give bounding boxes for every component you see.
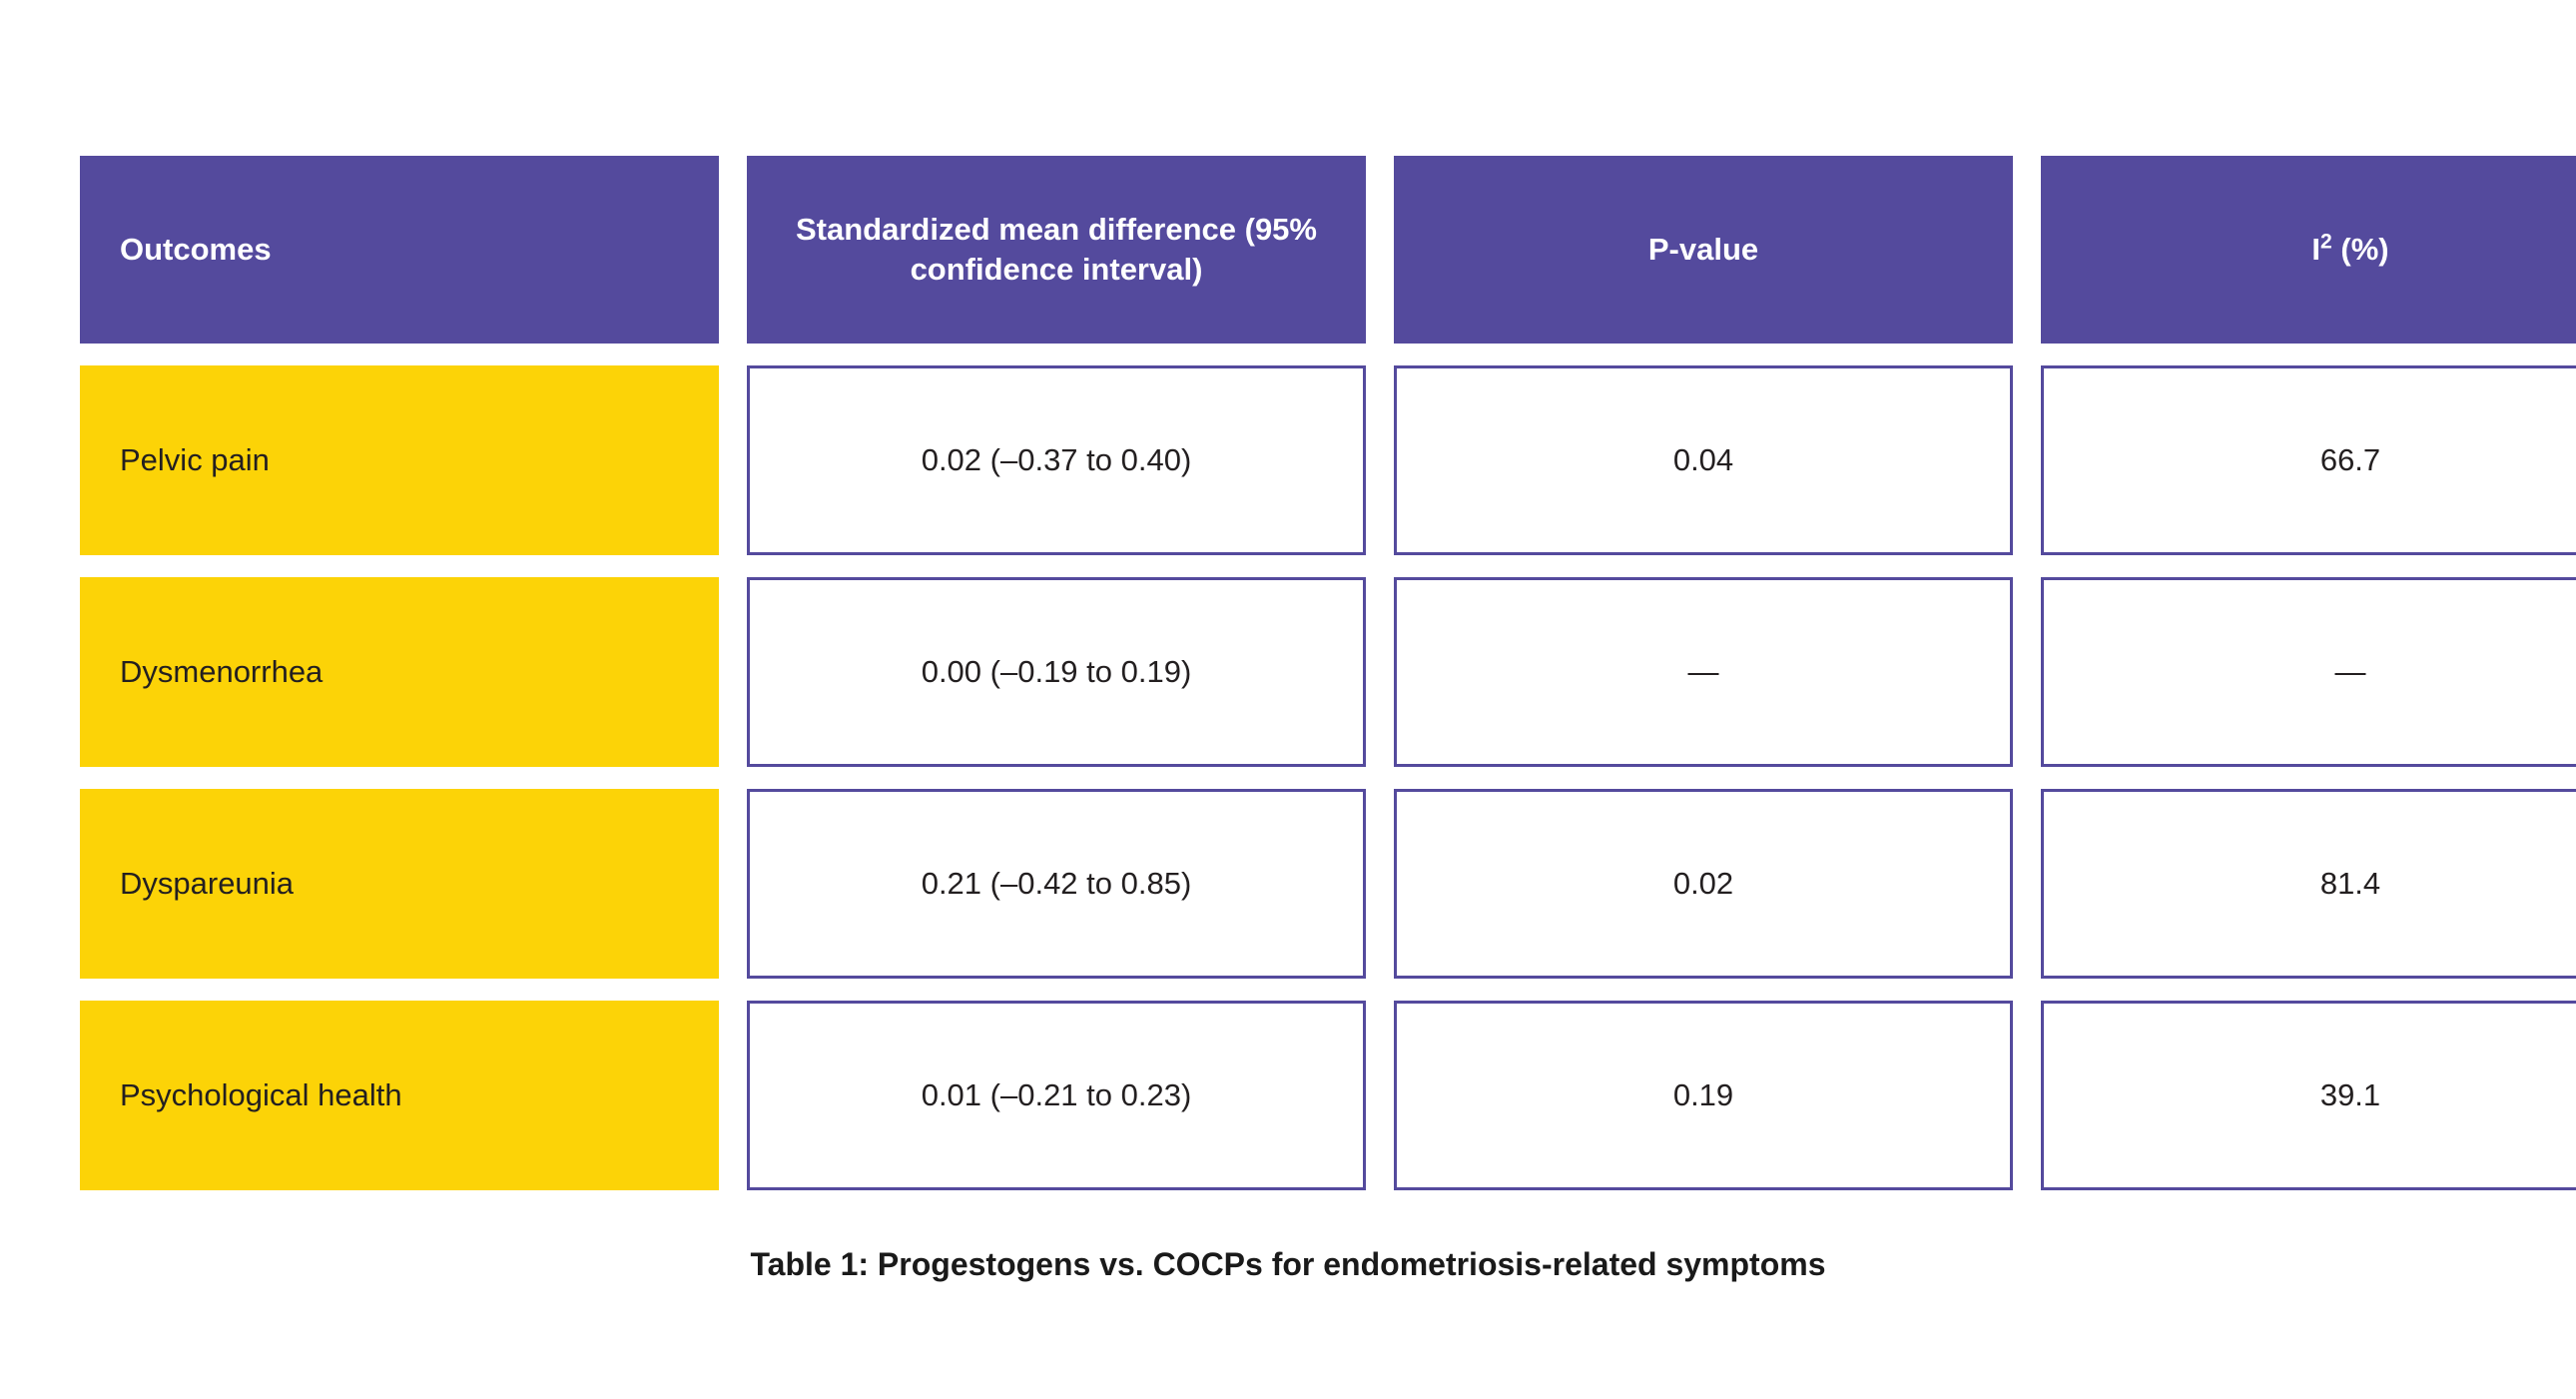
pvalue-value: 0.19 bbox=[1394, 1001, 2013, 1190]
table-caption: Table 1: Progestogens vs. COCPs for endometriosis-related symptoms bbox=[750, 1246, 1826, 1282]
i2-base-label: I bbox=[2311, 232, 2321, 268]
header-row bbox=[80, 156, 2576, 344]
column-header-i2 bbox=[2041, 156, 2576, 344]
table-container bbox=[52, 134, 2524, 1212]
i2-value: — bbox=[2041, 577, 2576, 767]
smd-value: 0.02 (–0.37 to 0.40) bbox=[747, 365, 1366, 555]
table-body bbox=[80, 365, 2576, 1190]
outcome-label: Psychological health bbox=[80, 1001, 719, 1190]
smd-value: 0.21 (–0.42 to 0.85) bbox=[747, 789, 1366, 979]
pvalue-value: 0.02 bbox=[1394, 789, 2013, 979]
smd-value: 0.01 (–0.21 to 0.23) bbox=[747, 1001, 1366, 1190]
table-row bbox=[80, 577, 2576, 767]
table-row bbox=[80, 365, 2576, 555]
smd-value: 0.00 (–0.19 to 0.19) bbox=[747, 577, 1366, 767]
outcome-label: Pelvic pain bbox=[80, 365, 719, 555]
table-row bbox=[80, 1001, 2576, 1190]
outcome-label: Dysmenorrhea bbox=[80, 577, 719, 767]
pvalue-value: 0.04 bbox=[1394, 365, 2013, 555]
table-header bbox=[80, 156, 2576, 344]
column-header-pvalue: P-value bbox=[1394, 156, 2013, 344]
pvalue-value: — bbox=[1394, 577, 2013, 767]
i2-value: 66.7 bbox=[2041, 365, 2576, 555]
table-row bbox=[80, 789, 2576, 979]
column-header-smd: Standardized mean difference (95% confidence interval) bbox=[747, 156, 1366, 344]
i2-superscript-label: 2 bbox=[2320, 230, 2332, 254]
i2-unit-label: (%) bbox=[2331, 232, 2389, 268]
i2-value: 39.1 bbox=[2041, 1001, 2576, 1190]
column-header-outcomes: Outcomes bbox=[80, 156, 719, 344]
i2-value: 81.4 bbox=[2041, 789, 2576, 979]
outcome-label: Dyspareunia bbox=[80, 789, 719, 979]
results-table bbox=[52, 134, 2576, 1212]
